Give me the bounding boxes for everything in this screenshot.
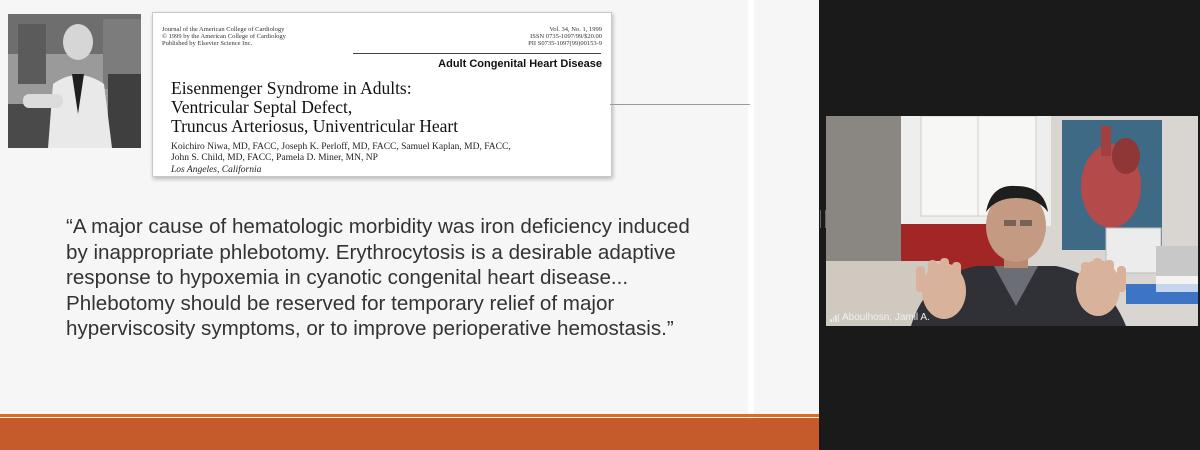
slide-quote bbox=[66, 214, 756, 342]
issue-meta-line: PII S0735-1097(99)00153-9 bbox=[528, 40, 602, 47]
issue-meta bbox=[528, 26, 602, 47]
issue-meta-line: Vol. 34, No. 1, 1999 bbox=[549, 26, 602, 33]
paper-header-excerpt bbox=[152, 12, 612, 177]
paper-title-line: Eisenmenger Syndrome in Adults: bbox=[171, 78, 412, 98]
participant-name-label bbox=[830, 312, 930, 323]
participant-video-tile[interactable] bbox=[826, 116, 1198, 326]
portrait-photo bbox=[8, 14, 141, 148]
participant-name: Aboulhosn, Jamil A. bbox=[842, 312, 930, 323]
journal-meta bbox=[162, 26, 286, 47]
journal-meta-line: © 1999 by the American College of Cardiology bbox=[162, 33, 286, 40]
paper-rule bbox=[353, 53, 601, 54]
quote-line: by inappropriate phlebotomy. Erythrocytosis is a desirable adaptive bbox=[66, 240, 676, 264]
participant-video-feed bbox=[826, 116, 1198, 326]
quote-line: “A major cause of hematologic morbidity was iron deficiency induced bbox=[66, 215, 690, 238]
journal-meta-line: Published by Elsevier Science Inc. bbox=[162, 40, 253, 47]
paper-authors-line: John S. Child, MD, FACC, Pamela D. Miner, MN, NP bbox=[171, 153, 378, 163]
paper-location: Los Angeles, California bbox=[171, 165, 262, 175]
paper-authors-line: Koichiro Niwa, MD, FACC, Joseph K. Perloff, MD, FACC, Samuel Kaplan, MD, FACC, bbox=[171, 142, 511, 152]
quote-line: hyperviscosity symptoms, or to improve perioperative hemostasis.” bbox=[66, 317, 674, 341]
slide-accent-bar bbox=[0, 414, 819, 417]
slide-footer-bar bbox=[0, 418, 819, 450]
paper-section-label: Adult Congenital Heart Disease bbox=[438, 58, 602, 70]
journal-meta-line: Journal of the American College of Cardiology bbox=[162, 26, 285, 33]
paper-title bbox=[171, 79, 458, 136]
slide-rule bbox=[610, 104, 750, 105]
paper-title-line: Ventricular Septal Defect, bbox=[171, 97, 353, 117]
paper-authors bbox=[171, 142, 511, 164]
signal-strength-icon bbox=[830, 314, 839, 322]
quote-line: Phlebotomy should be reserved for temporary relief of major bbox=[66, 291, 615, 315]
issue-meta-line: ISSN 0735-1097/99/$20.00 bbox=[530, 33, 602, 40]
quote-line: response to hypoxemia in cyanotic congenital heart disease... bbox=[66, 266, 629, 290]
paper-title-line: Truncus Arteriosus, Univentricular Heart bbox=[171, 116, 459, 136]
